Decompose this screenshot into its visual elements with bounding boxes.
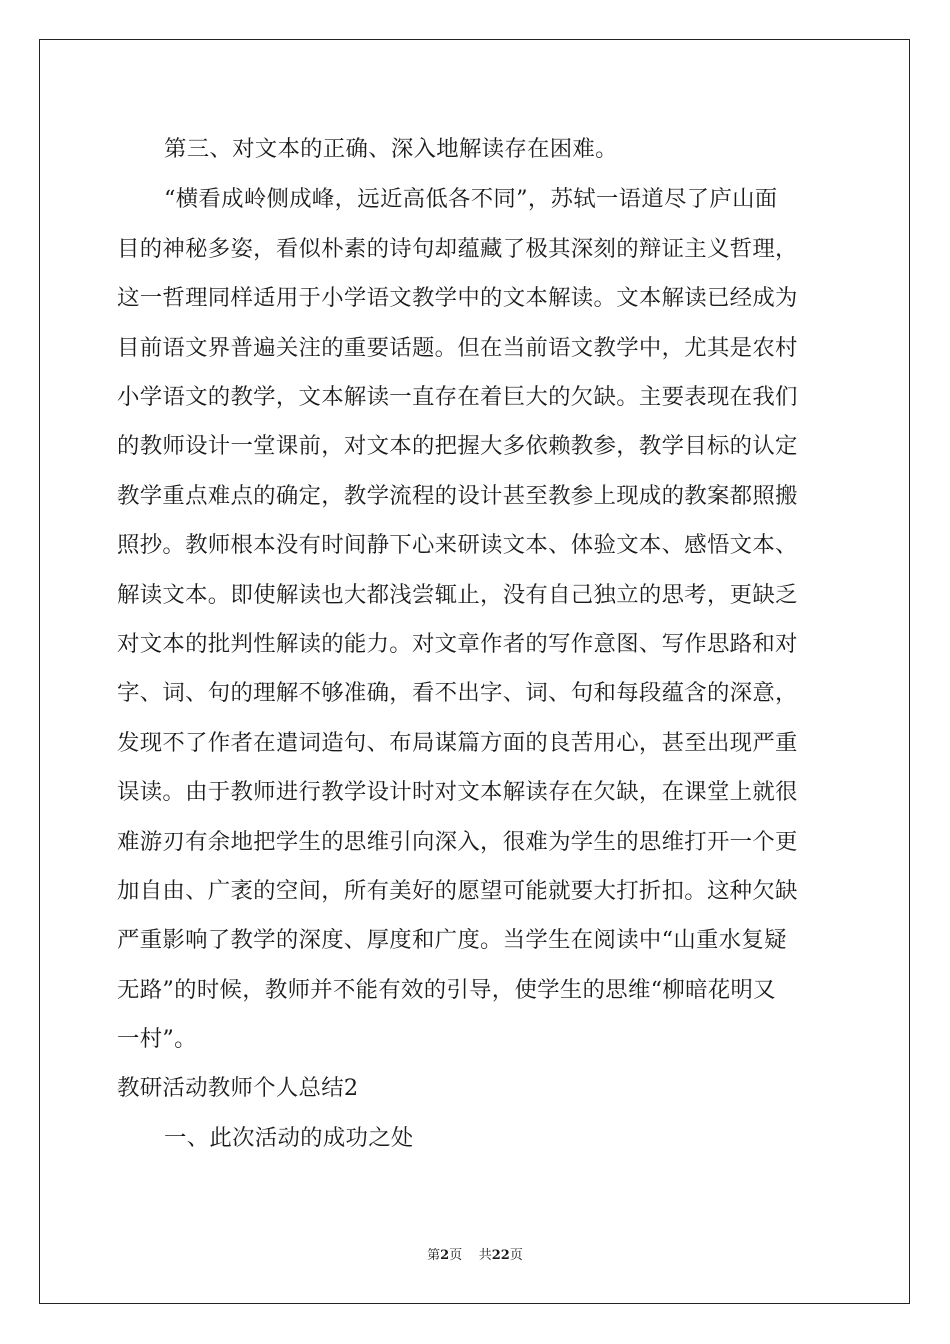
text-line: 误读。由于教师进行教学设计时对文本解读存在欠缺，在课堂上就很 <box>117 779 798 805</box>
subsection-heading: 一、此次活动的成功之处 <box>164 1125 414 1151</box>
page-number: 2 <box>440 1248 450 1263</box>
text-line: 难游刃有余地把学生的思维引向深入，很难为学生的思维打开一个更 <box>117 829 798 855</box>
total-prefix: 共 <box>478 1248 492 1263</box>
text-line: “横看成岭侧成峰，远近高低各不同”，苏轼一语道尽了庐山面 <box>164 186 778 212</box>
page-suffix: 页 <box>449 1248 463 1263</box>
text-line: 对文本的批判性解读的能力。对文章作者的写作意图、写作思路和对 <box>117 631 798 657</box>
page-prefix: 第 <box>427 1248 441 1263</box>
text-line: 照抄。教师根本没有时间静下心来研读文本、体验文本、感悟文本、 <box>117 532 798 558</box>
text-line: 小学语文的教学，文本解读一直存在着巨大的欠缺。主要表现在我们 <box>117 384 798 410</box>
total-suffix: 页 <box>509 1248 523 1263</box>
text-line: 严重影响了教学的深度、厚度和广度。当学生在阅读中“山重水复疑 <box>117 927 787 953</box>
text-line: 解读文本。即使解读也大都浅尝辄止，没有自己独立的思考，更缺乏 <box>117 582 798 608</box>
text-line: 字、词、句的理解不够准确，看不出字、词、句和每段蕴含的深意， <box>117 680 798 706</box>
text-line: 目前语文界普遍关注的重要话题。但在当前语文教学中，尤其是农村 <box>117 335 798 361</box>
text-line: 的教师设计一堂课前，对文本的把握大多依赖教参，教学目标的认定 <box>117 433 798 459</box>
text-line: 发现不了作者在遣词造句、布局谋篇方面的良苦用心，甚至出现严重 <box>117 730 798 756</box>
text-line: 一村”。 <box>117 1026 197 1052</box>
page-footer <box>0 1249 950 1262</box>
text-line: 第三、对文本的正确、深入地解读存在困难。 <box>164 136 618 162</box>
total-pages: 22 <box>491 1248 510 1263</box>
text-line: 教学重点难点的确定，教学流程的设计甚至教参上现成的教案都照搬 <box>117 483 798 509</box>
text-line: 这一哲理同样适用于小学语文教学中的文本解读。文本解读已经成为 <box>117 285 798 311</box>
text-line: 无路”的时候，教师并不能有效的引导，使学生的思维“柳暗花明又 <box>117 977 776 1003</box>
section-heading: 教研活动教师个人总结2 <box>117 1075 359 1101</box>
text-line: 加自由、广袤的空间，所有美好的愿望可能就要大打折扣。这种欠缺 <box>117 878 798 904</box>
text-line: 目的神秘多姿，看似朴素的诗句却蕴藏了极其深刻的辩证主义哲理， <box>117 236 798 262</box>
page-border <box>39 39 910 1304</box>
